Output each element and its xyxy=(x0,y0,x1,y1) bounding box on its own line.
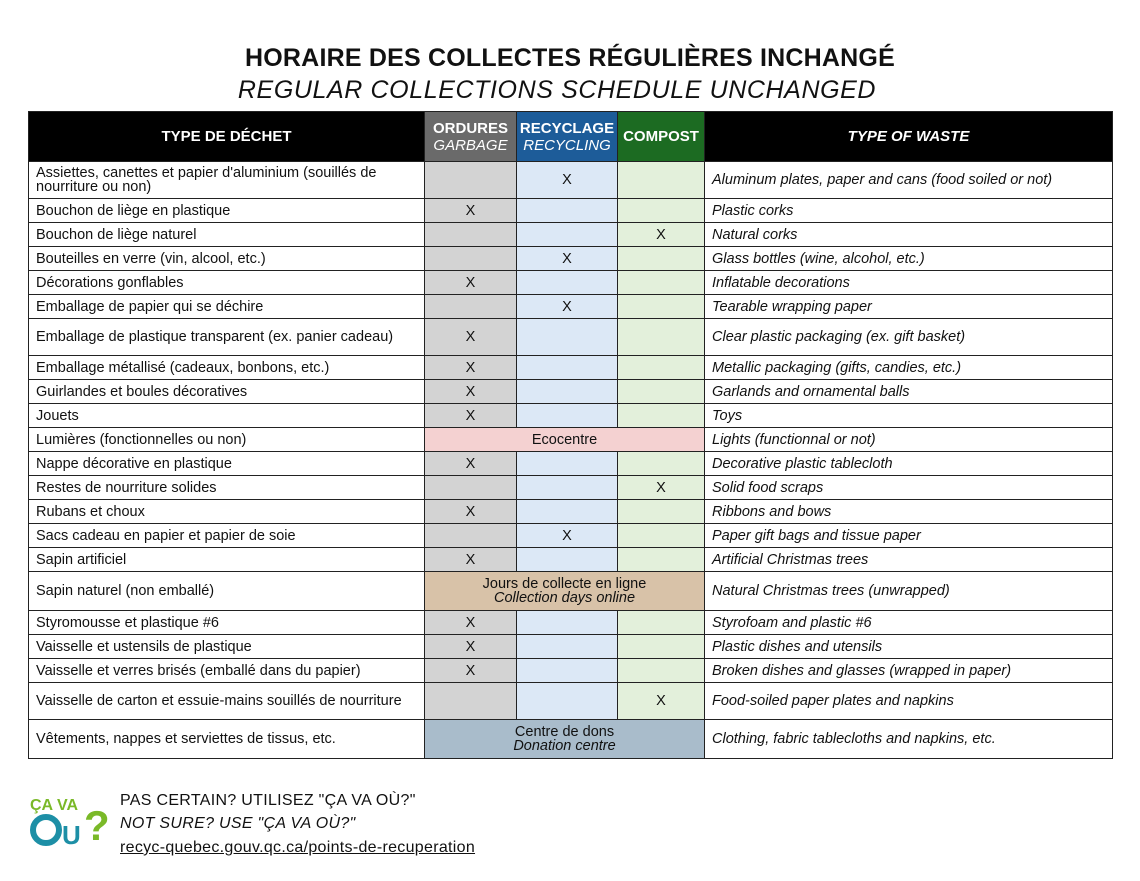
waste-type-en: Broken dishes and glasses (wrapped in paper) xyxy=(705,659,1113,683)
donation-centre-cell xyxy=(425,720,705,759)
waste-type-en: Plastic corks xyxy=(705,199,1113,223)
recycling-mark xyxy=(517,319,618,356)
garbage-mark: X xyxy=(425,319,517,356)
table-row xyxy=(29,720,1113,759)
table-row xyxy=(29,500,1113,524)
compost-mark xyxy=(618,452,705,476)
table-row xyxy=(29,548,1113,572)
waste-type-fr: Bouchon de liège en plastique xyxy=(29,199,425,223)
waste-type-fr: Emballage métallisé (cadeaux, bonbons, etc.) xyxy=(29,356,425,380)
garbage-mark: X xyxy=(425,404,517,428)
garbage-mark: X xyxy=(425,199,517,223)
table-row xyxy=(29,476,1113,500)
waste-type-fr: Rubans et choux xyxy=(29,500,425,524)
waste-type-en: Glass bottles (wine, alcohol, etc.) xyxy=(705,247,1113,271)
waste-type-en: Solid food scraps xyxy=(705,476,1113,500)
table-row xyxy=(29,428,1113,452)
header-type-en: TYPE OF WASTE xyxy=(705,112,1113,162)
garbage-mark: X xyxy=(425,659,517,683)
ca-va-ou-logo xyxy=(28,790,110,850)
table-row xyxy=(29,452,1113,476)
donation-centre-cell-label-en: Donation centre xyxy=(513,738,616,754)
table-row xyxy=(29,659,1113,683)
waste-type-en: Styrofoam and plastic #6 xyxy=(705,611,1113,635)
compost-mark xyxy=(618,199,705,223)
header-recycling-en: RECYCLING xyxy=(523,136,611,154)
waste-type-en: Ribbons and bows xyxy=(705,500,1113,524)
logo-text-line1: ÇA VA xyxy=(30,797,78,814)
waste-type-fr: Décorations gonflables xyxy=(29,271,425,295)
waste-type-en: Natural Christmas trees (unwrapped) xyxy=(705,572,1113,611)
header-recycling xyxy=(517,112,618,162)
collection-days-online-cell xyxy=(425,572,705,611)
recycling-mark xyxy=(517,452,618,476)
compost-mark: X xyxy=(618,476,705,500)
waste-type-fr: Restes de nourriture solides xyxy=(29,476,425,500)
header-garbage xyxy=(425,112,517,162)
compost-mark: X xyxy=(618,683,705,720)
waste-type-fr: Styromousse et plastique #6 xyxy=(29,611,425,635)
recycling-mark xyxy=(517,635,618,659)
header-compost: COMPOST xyxy=(618,112,705,162)
compost-mark xyxy=(618,611,705,635)
recycling-mark xyxy=(517,611,618,635)
compost-mark xyxy=(618,356,705,380)
recycling-mark xyxy=(517,476,618,500)
table-row xyxy=(29,611,1113,635)
header-garbage-label: ORDURES xyxy=(432,119,508,137)
compost-mark xyxy=(618,548,705,572)
recycling-mark xyxy=(517,380,618,404)
waste-type-fr: Jouets xyxy=(29,404,425,428)
waste-type-fr: Sapin naturel (non emballé) xyxy=(29,572,425,611)
waste-type-en: Decorative plastic tablecloth xyxy=(705,452,1113,476)
compost-mark xyxy=(618,380,705,404)
recycling-mark xyxy=(517,223,618,247)
table-row xyxy=(29,199,1113,223)
table-header-row xyxy=(29,112,1113,162)
recycling-mark xyxy=(517,500,618,524)
recycling-mark: X xyxy=(517,162,618,199)
garbage-mark xyxy=(425,476,517,500)
recycling-mark xyxy=(517,271,618,295)
waste-type-fr: Vaisselle de carton et essuie-mains souillés de nourriture xyxy=(29,683,425,720)
recycling-mark: X xyxy=(517,247,618,271)
collection-schedule-table xyxy=(28,111,1113,759)
waste-type-en: Tearable wrapping paper xyxy=(705,295,1113,319)
table-row xyxy=(29,380,1113,404)
footer-not-sure-fr: PAS CERTAIN? UTILISEZ "ÇA VA OÙ?" xyxy=(120,792,416,809)
table-row xyxy=(29,635,1113,659)
waste-type-fr: Vêtements, nappes et serviettes de tissus, etc. xyxy=(29,720,425,759)
garbage-mark: X xyxy=(425,452,517,476)
waste-type-fr: Vaisselle et verres brisés (emballé dans du papier) xyxy=(29,659,425,683)
garbage-mark xyxy=(425,524,517,548)
waste-type-fr: Vaisselle et ustensils de plastique xyxy=(29,635,425,659)
garbage-mark: X xyxy=(425,271,517,295)
waste-type-en: Artificial Christmas trees xyxy=(705,548,1113,572)
garbage-mark: X xyxy=(425,356,517,380)
recycling-mark xyxy=(517,356,618,380)
waste-type-fr: Sacs cadeau en papier et papier de soie xyxy=(29,524,425,548)
recycling-mark: X xyxy=(517,524,618,548)
waste-type-fr: Bouchon de liège naturel xyxy=(29,223,425,247)
collection-days-online-cell-label: Jours de collecte en ligne xyxy=(482,576,647,592)
page-title-fr: HORAIRE DES COLLECTES RÉGULIÈRES INCHANGÉ xyxy=(245,44,895,72)
donation-centre-cell-label: Centre de dons xyxy=(514,724,615,740)
waste-type-fr: Sapin artificiel xyxy=(29,548,425,572)
waste-type-en: Inflatable decorations xyxy=(705,271,1113,295)
waste-type-en: Garlands and ornamental balls xyxy=(705,380,1113,404)
waste-type-fr: Emballage de plastique transparent (ex. panier cadeau) xyxy=(29,319,425,356)
waste-type-fr: Emballage de papier qui se déchire xyxy=(29,295,425,319)
footer-not-sure-en: NOT SURE? USE "ÇA VA OÙ?" xyxy=(120,815,356,832)
table-row xyxy=(29,271,1113,295)
svg-text:?: ? xyxy=(84,802,110,849)
waste-type-fr: Lumières (fonctionnelles ou non) xyxy=(29,428,425,452)
compost-mark xyxy=(618,295,705,319)
garbage-mark: X xyxy=(425,611,517,635)
waste-type-fr: Guirlandes et boules décoratives xyxy=(29,380,425,404)
garbage-mark xyxy=(425,247,517,271)
table-row xyxy=(29,683,1113,720)
table-row xyxy=(29,247,1113,271)
waste-type-en: Toys xyxy=(705,404,1113,428)
table-row xyxy=(29,524,1113,548)
waste-type-en: Food-soiled paper plates and napkins xyxy=(705,683,1113,720)
table-row xyxy=(29,572,1113,611)
header-type-fr: TYPE DE DÉCHET xyxy=(29,112,425,162)
waste-type-fr: Assiettes, canettes et papier d'aluminium (souillés de nourriture ou non) xyxy=(29,162,425,199)
garbage-mark xyxy=(425,295,517,319)
recycling-mark xyxy=(517,199,618,223)
compost-mark xyxy=(618,162,705,199)
collection-days-online-cell-label-en: Collection days online xyxy=(493,590,636,606)
waste-type-en: Plastic dishes and utensils xyxy=(705,635,1113,659)
recycling-mark xyxy=(517,548,618,572)
compost-mark xyxy=(618,404,705,428)
garbage-mark: X xyxy=(425,380,517,404)
garbage-mark xyxy=(425,683,517,720)
garbage-mark: X xyxy=(425,500,517,524)
waste-type-en: Clothing, fabric tablecloths and napkins, etc. xyxy=(705,720,1113,759)
waste-type-fr: Bouteilles en verre (vin, alcool, etc.) xyxy=(29,247,425,271)
table-row xyxy=(29,162,1113,199)
compost-mark: X xyxy=(618,223,705,247)
garbage-mark: X xyxy=(425,548,517,572)
compost-mark xyxy=(618,524,705,548)
recycling-arrows-logo-icon xyxy=(33,817,59,843)
header-recycling-label: RECYCLAGE xyxy=(519,119,615,137)
recycling-mark xyxy=(517,683,618,720)
waste-type-fr: Nappe décorative en plastique xyxy=(29,452,425,476)
waste-type-en: Natural corks xyxy=(705,223,1113,247)
compost-mark xyxy=(618,247,705,271)
compost-mark xyxy=(618,659,705,683)
table-row xyxy=(29,223,1113,247)
waste-type-en: Paper gift bags and tissue paper xyxy=(705,524,1113,548)
page-title-en: REGULAR COLLECTIONS SCHEDULE UNCHANGED xyxy=(237,76,877,104)
footer-link[interactable]: recyc-quebec.gouv.qc.ca/points-de-recuperation xyxy=(120,839,476,856)
table-row xyxy=(29,319,1113,356)
compost-mark xyxy=(618,319,705,356)
recycling-mark xyxy=(517,404,618,428)
ecocentre-cell xyxy=(425,428,705,452)
garbage-mark: X xyxy=(425,635,517,659)
table-row xyxy=(29,404,1113,428)
compost-mark xyxy=(618,271,705,295)
waste-type-en: Clear plastic packaging (ex. gift basket) xyxy=(705,319,1113,356)
recycling-mark xyxy=(517,659,618,683)
compost-mark xyxy=(618,500,705,524)
compost-mark xyxy=(618,635,705,659)
waste-type-en: Aluminum plates, paper and cans (food soiled or not) xyxy=(705,162,1113,199)
waste-type-en: Lights (functionnal or not) xyxy=(705,428,1113,452)
recycling-mark: X xyxy=(517,295,618,319)
garbage-mark xyxy=(425,223,517,247)
svg-text:U: U xyxy=(62,820,81,850)
header-garbage-en: GARBAGE xyxy=(433,136,508,154)
ecocentre-cell-label: Ecocentre xyxy=(531,431,598,448)
garbage-mark xyxy=(425,162,517,199)
table-row xyxy=(29,356,1113,380)
waste-type-en: Metallic packaging (gifts, candies, etc.) xyxy=(705,356,1113,380)
table-row xyxy=(29,295,1113,319)
